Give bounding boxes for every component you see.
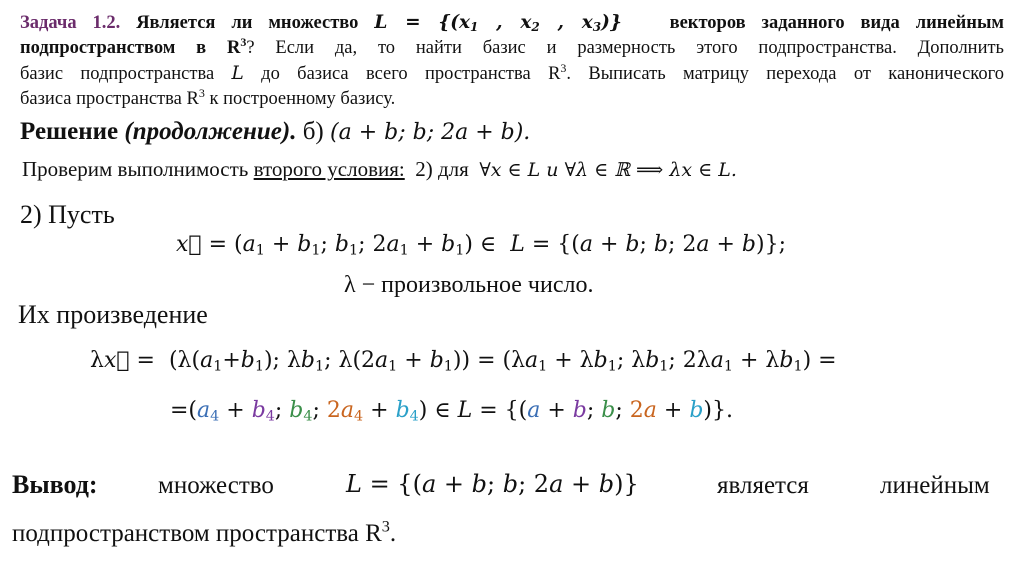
solution-heading-em: (продолжение).	[124, 118, 297, 145]
check-formula: ∀x ∈ L и ∀λ ∈ ℝ ⟹ λx ∈ L.	[479, 159, 737, 181]
check-rest: 2) для	[415, 157, 469, 181]
task-title: Задача 1.2.	[20, 13, 121, 33]
solution-heading-line	[20, 118, 530, 146]
conclusion-line-2: подпространством пространства $R^3$.	[12, 517, 397, 547]
conclusion-line-2-text: подпространством пространства R	[12, 520, 382, 547]
task-text-3b: до базиса всего пространства R	[261, 64, 561, 84]
solution-case: б)	[302, 118, 324, 145]
task-text-3c: . Выписать матрицу перехода от канонического	[566, 64, 1004, 84]
task-text-3a: базис подпространства	[20, 64, 215, 84]
product-formula-1: λx⃗ = ($\lambda(a_1+b_1)$; $\lambda b_1$; $\lambda(2a_1 + b_1)) = (\lambda a_1 + \lambda b_1$; $\lambda b_1$; $2\lambda a_1 + \lambda b_1$) =	[90, 348, 837, 375]
product-label: Их произведение	[18, 300, 208, 329]
conclusion-word-2: является	[717, 472, 809, 499]
task-line-4: базиса пространства $R^3$ к построенному базису.	[20, 85, 396, 109]
check-underlined: второго условия:	[253, 157, 405, 181]
task-text-4: базиса пространства R	[20, 89, 199, 109]
conclusion-set: L = {(a + b; b; 2a + b)}	[346, 470, 639, 498]
conclusion-word-3: линейным	[880, 472, 990, 499]
task-text-2a: подпространством в R	[20, 38, 241, 58]
solution-case-vector: (a + b; b; 2a + b).	[330, 120, 531, 145]
conclusion-label: Вывод:	[12, 470, 98, 499]
check-line	[22, 157, 737, 182]
product-formula-2: $=(a_4 + b_4$; $b_4$; $2a_4 + b_4$) ∈ L = {(a + b; b; 2a + b)}.	[170, 398, 733, 425]
task-text-2b: ? Если да, то найти базис и размерность этого подпространства. Дополнить	[246, 38, 1004, 58]
x-definition: x⃗ = ($a_1 + b_1$; $b_1$; $2a_1 + b_1$) ∈ L = {(a + b; b; 2a + b)};	[176, 232, 787, 259]
conclusion-word-1: множество	[158, 472, 274, 499]
check-text: Проверим выполнимость	[22, 157, 249, 181]
solution-heading: Решение	[20, 118, 119, 145]
task-line-1	[20, 12, 1004, 34]
task-line-3: базис подпространства L до базиса всего пространства $R^3$. Выписать матрицу перехода от канонического	[20, 60, 1004, 84]
task-text-1a: Является ли множество	[136, 13, 359, 33]
task-text-1b: векторов заданного вида линейным	[669, 13, 1005, 33]
task-set-formula: $L = \{(x_1$ , $x_2$ , $x_3$)}	[374, 12, 622, 34]
task-text-4b: к построенному базису.	[209, 89, 396, 109]
lambda-line: λ − произвольное число.	[344, 272, 594, 298]
step2-label: 2) Пусть	[20, 200, 115, 229]
task-line-2: подпространством в $R^3$? Если да, то найти базис и размерность этого подпространства. Дополнить	[20, 34, 1004, 58]
